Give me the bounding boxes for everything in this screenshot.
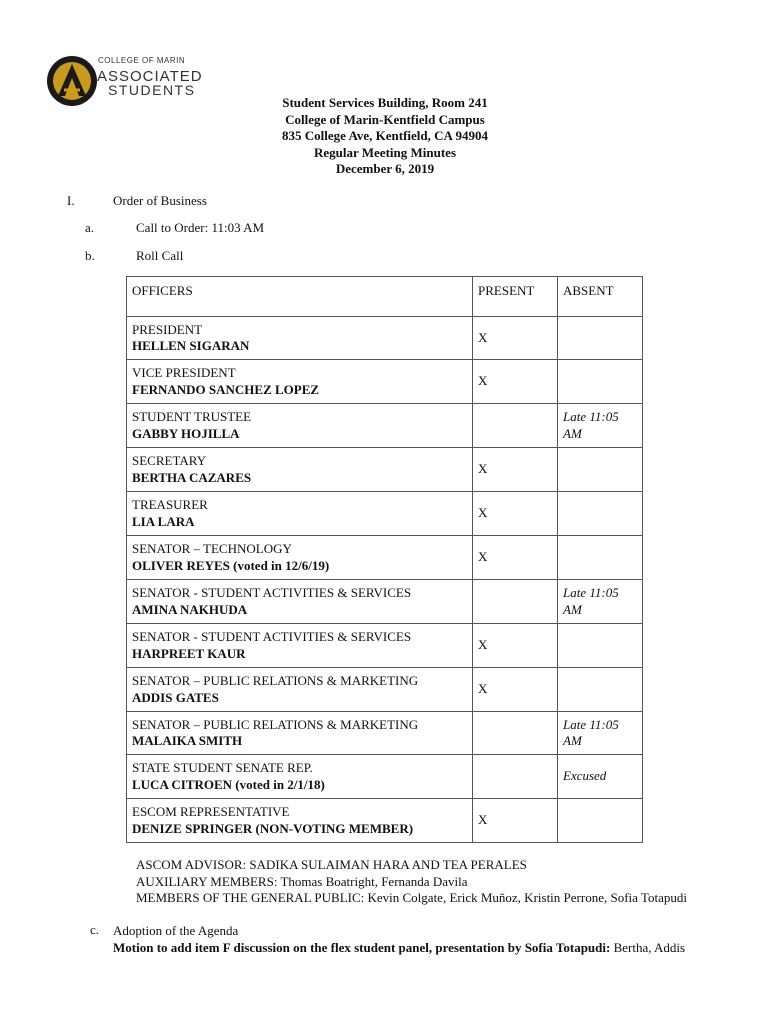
roll-call-table — [126, 276, 643, 843]
officer-role: SECRETARY — [132, 453, 207, 468]
officer-cell — [127, 404, 473, 448]
absent-cell: Late 11:05 AM — [558, 580, 643, 624]
officer-cell — [127, 712, 473, 755]
officer-role: TREASURER — [132, 497, 208, 512]
officer-name: DENIZE SPRINGER (NON-VOTING MEMBER) — [132, 820, 414, 836]
officer-role: VICE PRESIDENT — [132, 365, 236, 380]
officer-role: STUDENT TRUSTEE — [132, 409, 252, 424]
header-campus: College of Marin-Kentfield Campus — [285, 111, 485, 127]
header-location: Student Services Building, Room 241 — [282, 95, 488, 110]
officer-cell — [127, 624, 473, 668]
item-a-text: Call to Order: 11:03 AM — [136, 220, 265, 235]
officer-role: STATE STUDENT SENATE REP. — [132, 760, 313, 775]
advisor-line: ASCOM ADVISOR: SADIKA SULAIMAN HARA AND TEA PERALES — [136, 857, 527, 872]
officer-cell — [127, 799, 473, 843]
motion-bold: Motion to add item F discussion on the flex student panel, presentation by Sofia Totapudi: — [113, 940, 611, 955]
absent-cell: Late 11:05 AM — [558, 404, 643, 448]
officer-role: PRESIDENT — [132, 321, 203, 337]
auxiliary-line: AUXILIARY MEMBERS: Thomas Boatright, Fernanda Davila — [136, 873, 468, 889]
item-a-label: a. — [85, 220, 95, 235]
officer-role: SENATOR - STUDENT ACTIVITIES & SERVICES — [132, 585, 412, 600]
motion-text — [113, 939, 713, 956]
officer-name: ADDIS GATES — [132, 689, 219, 705]
present-cell — [473, 755, 558, 799]
absent-cell: Excused — [558, 755, 643, 799]
officer-name: LUCA CITROEN (voted in 2/1/18) — [132, 776, 325, 792]
absent-cell — [558, 317, 643, 360]
document-header — [0, 95, 770, 178]
officer-cell — [127, 492, 473, 536]
motion-movers: Bertha, Addis — [610, 940, 686, 955]
officer-role: ESCOM REPRESENTATIVE — [132, 804, 290, 819]
table-row — [127, 624, 643, 668]
officer-cell — [127, 755, 473, 799]
item-b-label: b. — [85, 248, 95, 263]
section-number: I. — [67, 193, 75, 208]
table-row — [127, 799, 643, 843]
logo-students-text: STUDENTS — [108, 82, 196, 98]
officer-role: SENATOR – PUBLIC RELATIONS & MARKETING — [132, 673, 419, 688]
attendees-block — [136, 857, 687, 907]
officer-name: GABBY HOJILLA — [132, 425, 240, 441]
table-row — [127, 580, 643, 624]
absent-cell — [558, 536, 643, 580]
header-address: 835 College Ave, Kentfield, CA 94904 — [282, 128, 488, 143]
officer-name: FERNANDO SANCHEZ LOPEZ — [132, 381, 320, 397]
present-cell: X — [473, 624, 558, 668]
officer-role: SENATOR - STUDENT ACTIVITIES & SERVICES — [132, 629, 412, 644]
table-row — [127, 492, 643, 536]
present-cell: X — [473, 360, 558, 404]
table-header-row — [127, 277, 643, 317]
officer-name: HARPREET KAUR — [132, 645, 246, 661]
public-line: MEMBERS OF THE GENERAL PUBLIC: Kevin Colgate, Erick Muñoz, Kristin Perrone, Sofia Totapudi — [136, 890, 687, 905]
officer-name: MALAIKA SMITH — [132, 733, 243, 748]
agenda-block — [113, 922, 713, 956]
officer-cell — [127, 448, 473, 492]
table-row — [127, 448, 643, 492]
present-cell — [473, 712, 558, 755]
header-officers: OFFICERS — [127, 277, 473, 317]
officer-name: BERTHA CAZARES — [132, 469, 252, 485]
officer-name: OLIVER REYES (voted in 12/6/19) — [132, 557, 330, 573]
header-date: December 6, 2019 — [335, 161, 435, 176]
absent-cell: Late 11:05 AM — [558, 712, 643, 755]
present-cell: X — [473, 492, 558, 536]
table-row — [127, 536, 643, 580]
table-row — [127, 755, 643, 799]
officer-cell — [127, 317, 473, 360]
present-cell: X — [473, 317, 558, 360]
present-cell: X — [473, 448, 558, 492]
officer-role: SENATOR – TECHNOLOGY — [132, 541, 292, 556]
absent-cell — [558, 448, 643, 492]
present-cell: X — [473, 668, 558, 712]
table-row — [127, 668, 643, 712]
logo-college-text: COLLEGE OF MARIN — [98, 56, 186, 65]
header-absent: ABSENT — [558, 277, 643, 317]
present-cell: X — [473, 536, 558, 580]
header-meeting-type: Regular Meeting Minutes — [313, 144, 457, 160]
item-c-text: Adoption of the Agenda — [113, 923, 239, 938]
officer-cell — [127, 536, 473, 580]
table-row — [127, 360, 643, 404]
officer-role: SENATOR – PUBLIC RELATIONS & MARKETING — [132, 716, 419, 732]
present-cell — [473, 404, 558, 448]
absent-cell — [558, 624, 643, 668]
officer-cell — [127, 360, 473, 404]
absent-cell — [558, 668, 643, 712]
officer-cell — [127, 580, 473, 624]
present-cell: X — [473, 799, 558, 843]
item-b-text: Roll Call — [136, 248, 184, 263]
table-row — [127, 712, 643, 755]
table-row — [127, 317, 643, 360]
absent-cell — [558, 492, 643, 536]
officer-cell — [127, 668, 473, 712]
section-title: Order of Business — [113, 193, 207, 208]
logo-associated-text: ASSOCIATED — [97, 68, 203, 85]
officer-name: LIA LARA — [132, 513, 195, 529]
item-c-label: c. — [90, 922, 100, 937]
absent-cell — [558, 799, 643, 843]
header-present: PRESENT — [473, 277, 558, 317]
table-row — [127, 404, 643, 448]
absent-cell — [558, 360, 643, 404]
present-cell — [473, 580, 558, 624]
officer-name: HELLEN SIGARAN — [132, 338, 250, 353]
officer-name: AMINA NAKHUDA — [132, 601, 248, 617]
